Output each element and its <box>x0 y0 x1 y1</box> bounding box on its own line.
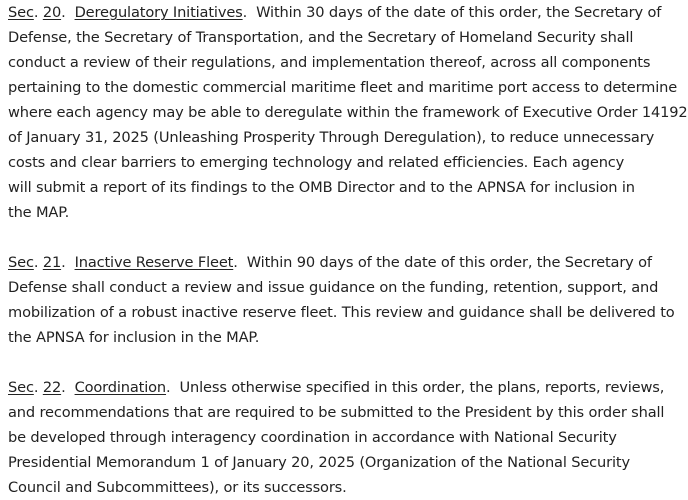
section-21-label: Sec <box>8 254 34 271</box>
section-20-line-5: where each agency may be able to deregulate within the framework of Executive Order 14192 <box>8 104 688 121</box>
section-20-line-9: the MAP. <box>8 204 70 221</box>
section-21 <box>8 250 688 350</box>
section-21-text-1: Within 90 days of the date of this order, the Secretary of <box>246 254 652 271</box>
section-22-line-4: Presidential Memorandum 1 of January 20, 2025 (Organization of the National Security <box>8 454 630 471</box>
section-20-label: Sec <box>8 4 34 21</box>
section-22-line-3: be developed through interagency coordination in accordance with National Security <box>8 429 617 446</box>
section-20-number: 20 <box>42 4 62 21</box>
section-20-title: Deregulatory Initiatives <box>74 4 243 21</box>
section-21-line-1: Sec. 21. Inactive Reserve Fleet. Within 90 days of the date of this order, the Secretary of <box>8 254 652 271</box>
section-22 <box>8 375 688 500</box>
section-20-line-2: Defense, the Secretary of Transportation, and the Secretary of Homeland Security shall <box>8 29 634 46</box>
section-20-line-8: will submit a report of its findings to the OMB Director and to the APNSA for inclusion in <box>8 179 635 196</box>
section-20-line-3: conduct a review of their regulations, and implementation thereof, across all components <box>8 54 651 71</box>
section-22-label: Sec <box>8 379 34 396</box>
section-20-line-7: costs and clear barriers to emerging technology and related efficiencies. Each agency <box>8 154 625 171</box>
section-22-line-1: Sec. 22. Coordination. Unless otherwise specified in this order, the plans, reports, reviews, <box>8 379 665 396</box>
section-20-line-1: Sec. 20. Deregulatory Initiatives. Within 30 days of the date of this order, the Secretary of <box>8 4 662 21</box>
section-20-line-4: pertaining to the domestic commercial maritime fleet and maritime port access to determine <box>8 79 678 96</box>
section-22-number: 22 <box>42 379 62 396</box>
section-20-line-6: of January 31, 2025 (Unleashing Prosperity Through Deregulation), to reduce unnecessary <box>8 129 655 146</box>
section-21-number: 21 <box>42 254 62 271</box>
section-20-text-1: Within 30 days of the date of this order, the Secretary of <box>256 4 662 21</box>
section-22-text-1: Unless otherwise specified in this order, the plans, reports, reviews, <box>179 379 665 396</box>
section-22-title: Coordination <box>74 379 167 396</box>
section-21-line-4: the APNSA for inclusion in the MAP. <box>8 329 260 346</box>
section-22-line-5: Council and Subcommittees), or its successors. <box>8 479 347 496</box>
section-21-title: Inactive Reserve Fleet <box>74 254 234 271</box>
section-21-line-3: mobilization of a robust inactive reserve fleet. This review and guidance shall be delivered to <box>8 304 675 321</box>
section-20 <box>8 0 688 225</box>
section-21-line-2: Defense shall conduct a review and issue guidance on the funding, retention, support, and <box>8 279 659 296</box>
section-22-line-2: and recommendations that are required to be submitted to the President by this order shall <box>8 404 665 421</box>
